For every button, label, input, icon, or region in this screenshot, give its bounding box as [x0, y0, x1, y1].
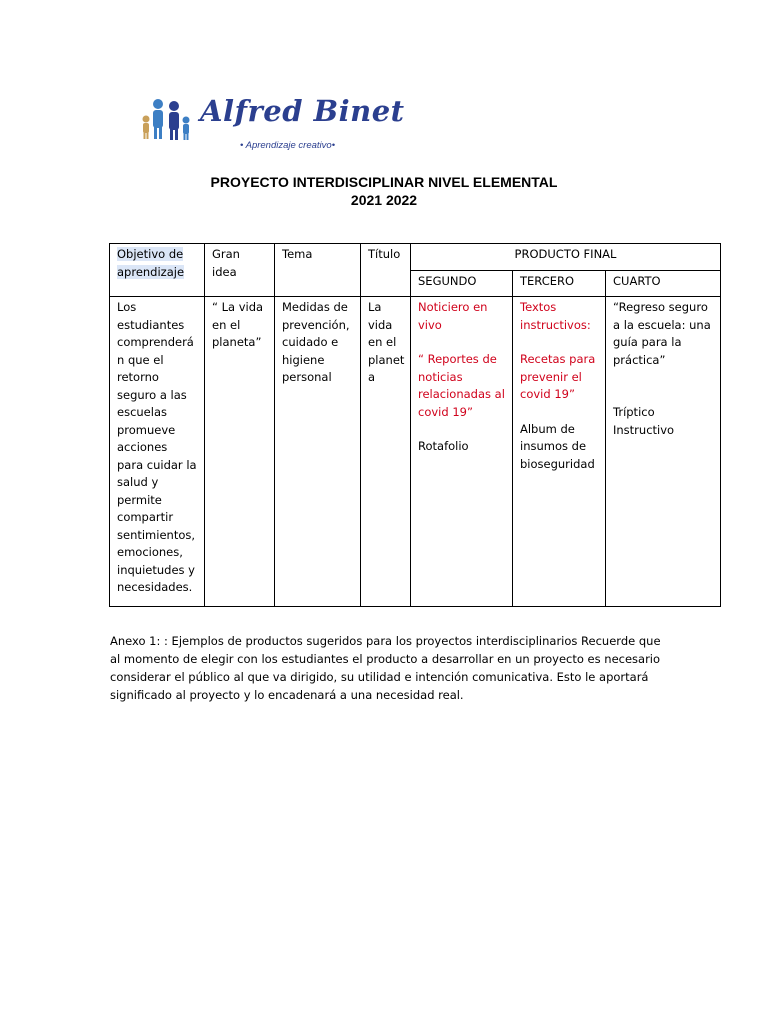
cuarto-product: “Regreso seguro a la escuela: una guía para la práctica”	[613, 300, 711, 367]
header-cuarto: CUARTO	[606, 271, 721, 297]
project-table	[109, 243, 721, 607]
tercero-format: Album de insumos de bioseguridad	[520, 421, 595, 471]
annex-paragraph: Anexo 1: : Ejemplos de productos sugeridos para los proyectos interdisciplinarios Recuerde que al momento de elegir con los estudiantes el producto a desarrollar en un proyecto es necesario considerar el público al que va dirigido, su utilidad e intención comunicativa. Esto le aportará significado al proyecto y lo encadenará a una necesidad real.	[110, 634, 661, 702]
header-objetivo: Objetivo de aprendizaje	[110, 244, 205, 297]
header-producto-final: PRODUCTO FINAL	[411, 244, 721, 271]
cell-gran-idea: “ La vida en el planeta”	[205, 297, 275, 607]
document-year: 2021 2022	[350, 192, 418, 208]
segundo-format: Rotafolio	[418, 439, 469, 453]
tercero-description: Recetas para prevenir el covid 19”	[520, 352, 596, 401]
segundo-product: Noticiero en vivo	[418, 300, 488, 332]
header-segundo: SEGUNDO	[411, 271, 513, 297]
header-tema: Tema	[275, 244, 361, 297]
cell-titulo: La vida en el planet a	[361, 297, 411, 607]
cell-cuarto	[606, 297, 721, 607]
header-tercero: TERCERO	[513, 271, 606, 297]
header-titulo: Título	[361, 244, 411, 297]
cell-tercero	[513, 297, 606, 607]
cell-objetivo: Los estudiantes comprenderá n que el retorno seguro a las escuelas promueve acciones para cuidar la salud y permite compartir sentimientos, emociones, inquietudes y necesidades.	[110, 297, 205, 607]
brand-name: Alfred Binet	[200, 94, 405, 128]
cell-tema: Medidas de prevención, cuidado e higiene personal	[275, 297, 361, 607]
school-logo	[112, 92, 405, 168]
cell-segundo	[411, 297, 513, 607]
family-moon-icon	[112, 92, 202, 168]
header-gran-idea: Gran idea	[205, 244, 275, 297]
brand-tagline: • Aprendizaje creativo•	[240, 140, 336, 151]
cuarto-format: Tríptico Instructivo	[613, 405, 675, 437]
segundo-description: “ Reportes de noticias relacionadas al covid 19”	[418, 352, 505, 419]
tercero-product: Textos instructivos:	[520, 300, 591, 332]
document-title: PROYECTO INTERDISCIPLINAR NIVEL ELEMENTAL	[210, 174, 558, 190]
